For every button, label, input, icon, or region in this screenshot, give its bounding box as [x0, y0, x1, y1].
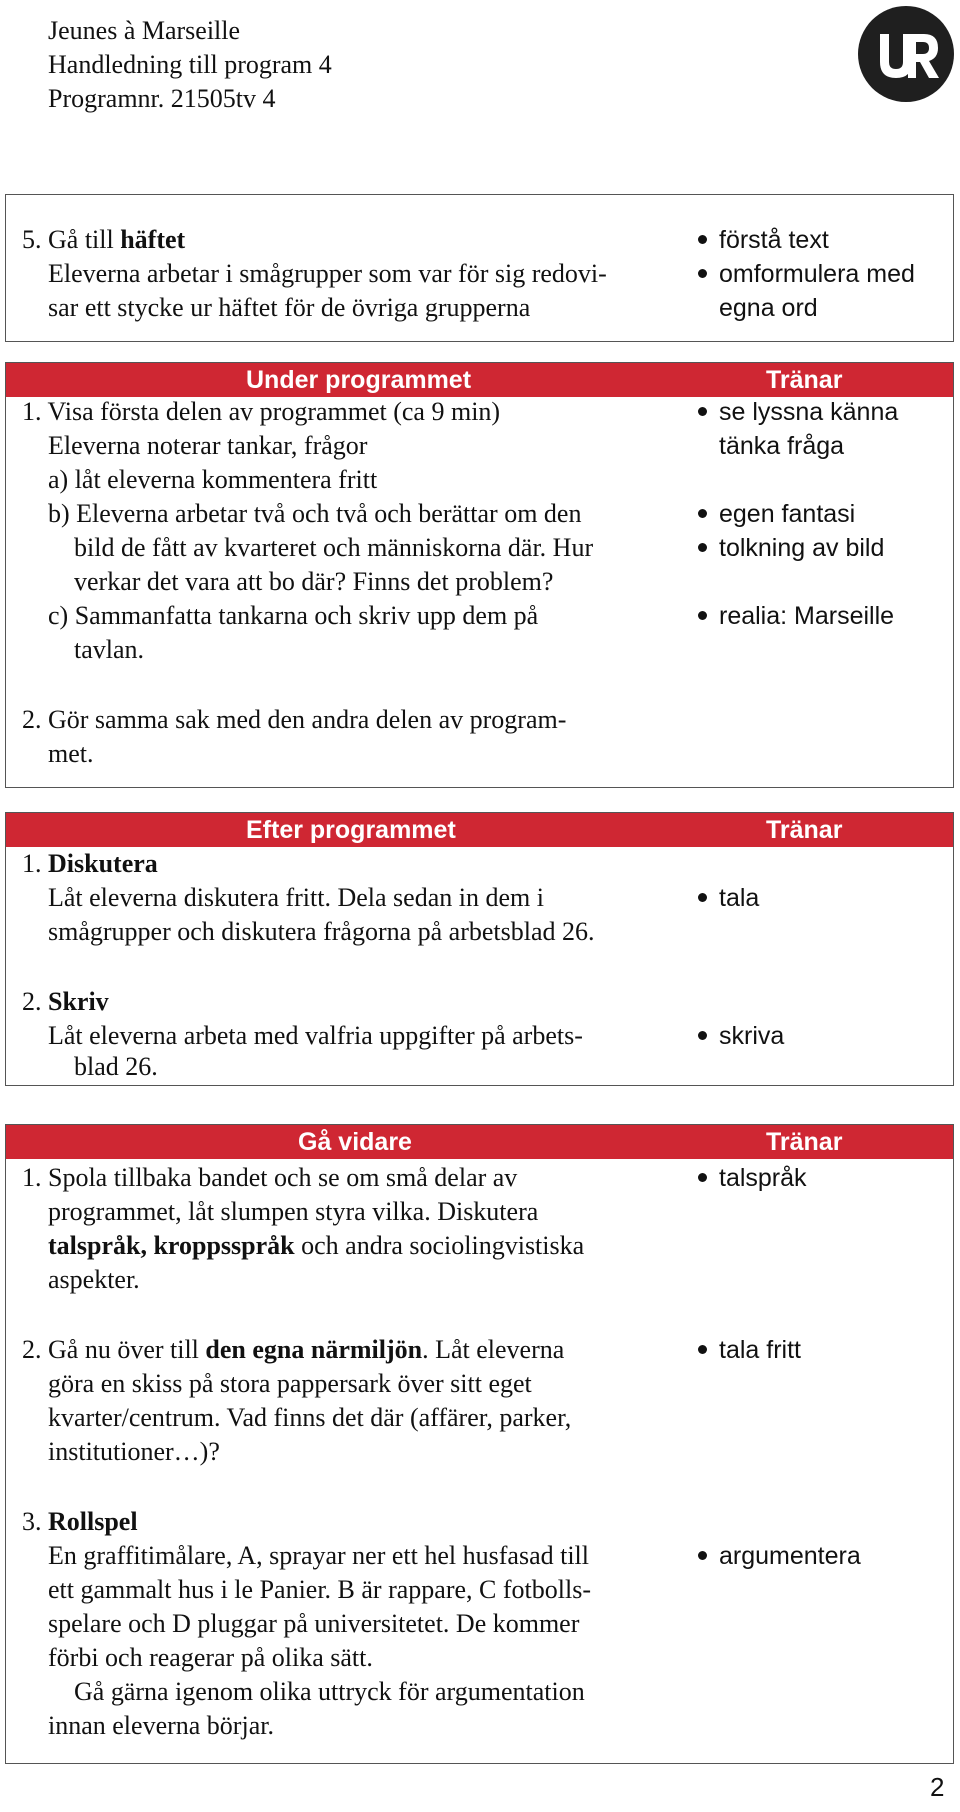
section-title: Gå vidare: [298, 1128, 412, 1156]
instruction-line: spelare och D pluggar på universitetet. De kommer: [48, 1609, 580, 1638]
instruction-line: 2. Gå nu över till den egna närmiljön. Låt eleverna: [22, 1335, 565, 1364]
bullet-item: talspråk: [698, 1161, 807, 1195]
bullet-item: tala: [698, 881, 759, 915]
instruction-line: kvarter/centrum. Vad finns det där (affärer, parker,: [48, 1403, 572, 1432]
instruction-line: innan eleverna börjar.: [48, 1711, 274, 1740]
instruction-line: förbi och reagerar på olika sätt.: [48, 1643, 373, 1672]
instruction-line: programmet, låt slumpen styra vilka. Diskutera: [48, 1197, 539, 1226]
instruction-line: met.: [48, 739, 94, 768]
section1-text: sar ett stycke ur häftet för de övriga grupperna: [48, 293, 531, 322]
instruction-line: a) låt eleverna kommentera fritt: [48, 465, 378, 494]
item-heading: 2. Skriv: [22, 987, 109, 1016]
section-efter-programmet: [5, 812, 954, 1086]
column-title: Tränar: [766, 1128, 843, 1156]
document-header: [48, 14, 332, 116]
instruction-line: Låt eleverna arbeta med valfria uppgifter på arbets-: [48, 1021, 583, 1050]
instruction-line: ett gammalt hus i le Panier. B är rappare, C fotbolls-: [48, 1575, 591, 1604]
bullet-item: förstå text: [698, 223, 829, 257]
section-ga-vidare: [5, 1124, 954, 1764]
instruction-line: 1. Visa första delen av programmet (ca 9 min): [22, 397, 501, 426]
instruction-line: b) Eleverna arbetar två och två och berättar om den: [48, 499, 582, 528]
instruction-line: verkar det vara att bo där? Finns det problem?: [74, 567, 554, 596]
page-number: 2: [930, 1772, 945, 1802]
bullet-item: egen fantasi: [698, 497, 855, 531]
item-heading: 3. Rollspel: [22, 1507, 138, 1536]
bullet-item: realia: Marseille: [698, 599, 894, 633]
section-header-bar: [6, 363, 953, 397]
bullet-item: tolkning av bild: [698, 531, 884, 565]
instruction-line: c) Sammanfatta tankarna och skriv upp dem på: [48, 601, 539, 630]
bullet-item: skriva: [698, 1019, 784, 1053]
instruction-line: blad 26.: [74, 1052, 158, 1081]
instruction-line: smågrupper och diskutera frågorna på arbetsblad 26.: [48, 917, 595, 946]
instruction-line: 1. Spola tillbaka bandet och se om små delar av: [22, 1163, 518, 1192]
bullet-item: omformulera med: [698, 257, 915, 291]
bullet-item-continued: tänka fråga: [719, 432, 845, 460]
column-title: Tränar: [766, 816, 843, 844]
section-haftet: [5, 194, 954, 342]
section-title: Efter programmet: [246, 816, 456, 844]
column-title: Tränar: [766, 366, 843, 394]
bullet-item: se lyssna känna: [698, 395, 898, 429]
instruction-line: talspråk, kroppsspråk och andra sociolingvistiska: [48, 1231, 585, 1260]
ur-logo-icon: [858, 6, 954, 102]
header-title: Jeunes à Marseille: [48, 16, 241, 45]
section-under-programmet: [5, 362, 954, 788]
instruction-line: institutioner…)?: [48, 1437, 220, 1466]
instruction-line: Eleverna noterar tankar, frågor: [48, 431, 368, 460]
section1-step: 5. Gå till häftet: [22, 225, 186, 254]
instruction-line: tavlan.: [74, 635, 145, 664]
section-header-bar: [6, 813, 953, 847]
section-header-bar: [6, 1125, 953, 1159]
instruction-line: Gå gärna igenom olika uttryck för argumentation: [74, 1677, 585, 1706]
item-heading: 1. Diskutera: [22, 849, 158, 878]
instruction-line: Låt eleverna diskutera fritt. Dela sedan in dem i: [48, 883, 544, 912]
section1-text: Eleverna arbetar i smågrupper som var för sig redovi-: [48, 259, 607, 288]
header-subtitle: Handledning till program 4: [48, 50, 332, 79]
header-program-number: Programnr. 21505tv 4: [48, 84, 276, 113]
instruction-line: En graffitimålare, A, sprayar ner ett hel husfasad till: [48, 1541, 589, 1570]
section-title: Under programmet: [246, 366, 472, 394]
bullet-item: tala fritt: [698, 1333, 801, 1367]
instruction-line: göra en skiss på stora pappersark över sitt eget: [48, 1369, 532, 1398]
bullet-item-continued: egna ord: [719, 294, 818, 322]
bullet-item: argumentera: [698, 1539, 861, 1573]
instruction-line: 2. Gör samma sak med den andra delen av program-: [22, 705, 567, 734]
instruction-line: aspekter.: [48, 1265, 140, 1294]
instruction-line: bild de fått av kvarteret och människorna där. Hur: [74, 533, 594, 562]
